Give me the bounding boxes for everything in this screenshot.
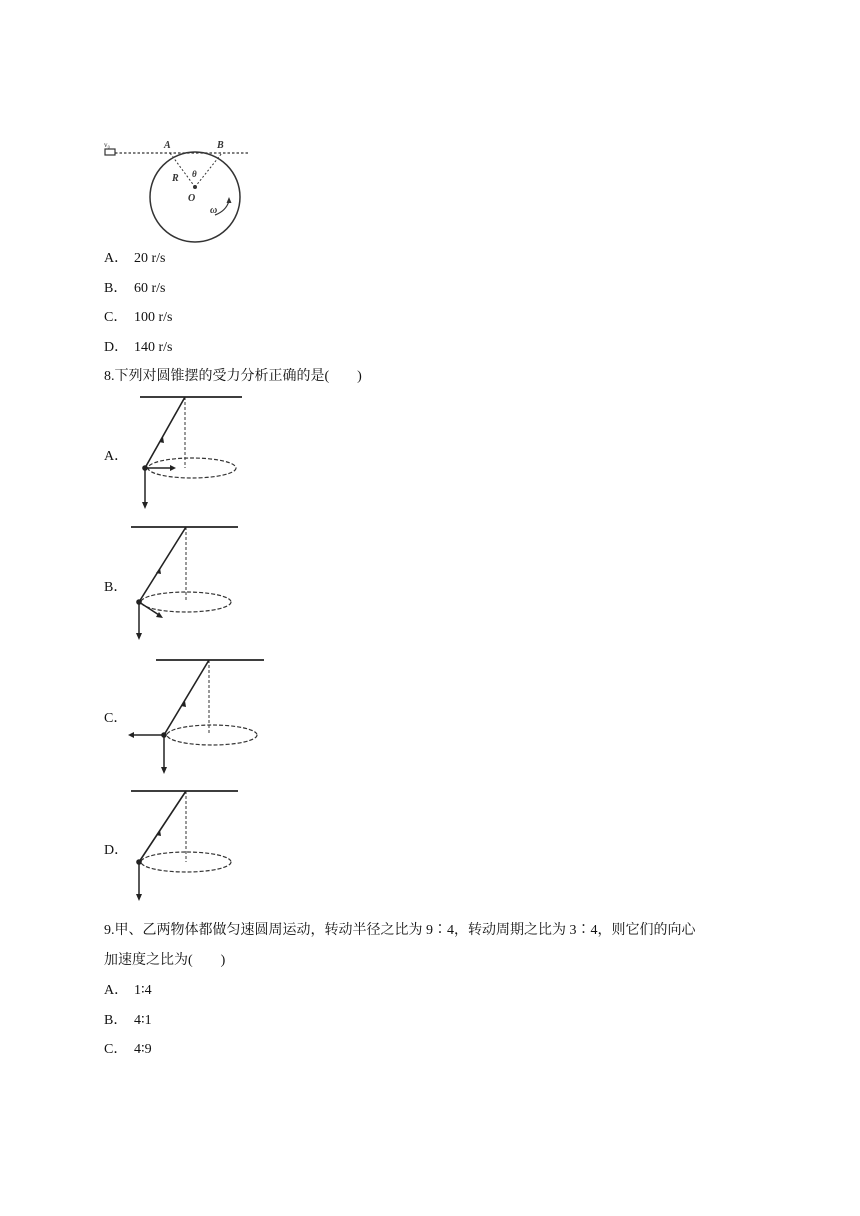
option-text: 20 r/s [134,251,166,266]
option-text: 4∶9 [134,1042,152,1057]
option-label: A． [104,251,129,266]
q8-option-a-figure[interactable] [130,392,250,514]
fig7-label-b: B [217,140,224,151]
fig7-label-theta: θ [192,169,197,179]
q9-stem-line1: 9.甲、乙两物体都做匀速圆周运动，转动半径之比为 9∶4，转动周期之比为 3∶4，则它们的向心 [104,923,696,938]
q9-option-a[interactable] [104,982,152,1000]
q7-option-b[interactable] [104,280,166,298]
option-label: A． [104,983,129,998]
option-label: C． [104,1042,128,1057]
q7-option-a[interactable] [104,250,166,268]
option-text: 60 r/s [134,281,166,296]
option-text: 1∶4 [134,983,152,998]
q8-option-d-label[interactable]: D． [104,843,129,858]
projectile-block [105,149,115,155]
center-point [193,185,197,189]
option-label: B． [104,281,128,296]
q9-stem-line2: 加速度之比为( ) [104,953,226,968]
q8-option-a-label[interactable]: A． [104,449,129,464]
q8-stem: 8.下列对圆锥摆的受力分析正确的是( ) [104,369,362,384]
q8-option-b-label[interactable]: B． [104,580,128,595]
option-label: B． [104,1013,128,1028]
q9-option-b[interactable] [104,1012,152,1030]
fig7-label-omega: ω [210,205,218,216]
q8-option-c-figure[interactable] [124,655,269,779]
q8-option-c-label[interactable]: C． [104,711,128,726]
q7-figure [100,135,260,245]
fig7-label-v0: v₀ [104,141,110,149]
option-label: C． [104,310,128,325]
q7-option-c[interactable] [104,309,173,327]
option-text: 100 r/s [134,310,173,325]
q8-option-b-figure[interactable] [126,522,246,646]
fig7-label-r: R [172,173,179,184]
q8-option-d-figure[interactable] [126,786,246,910]
option-text: 140 r/s [134,340,173,355]
fig7-label-o: O [188,193,196,204]
option-label: D． [104,340,129,355]
q9-option-c[interactable] [104,1041,152,1059]
q7-option-d[interactable] [104,339,173,357]
fig7-label-a: A [164,140,171,151]
option-text: 4∶1 [134,1013,152,1028]
